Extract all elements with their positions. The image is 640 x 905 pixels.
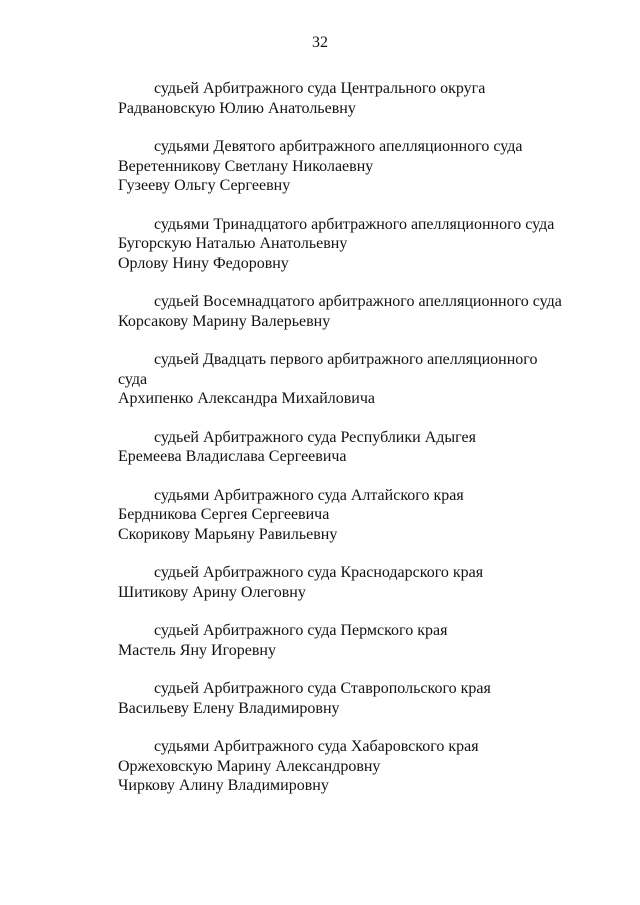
person-name: Веретенникову Светлану Николаевну xyxy=(118,157,374,175)
person-name: Радвановскую Юлию Анатольевну xyxy=(118,99,356,117)
person-name: Оржеховскую Марину Александровну xyxy=(118,757,381,775)
appointment-entry xyxy=(118,79,568,118)
appointment-entry xyxy=(118,737,568,796)
appointment-entry xyxy=(118,679,568,718)
person-name: Чиркову Алину Владимировну xyxy=(118,777,329,794)
court-line: судьями Девятого арбитражного апелляционного суда xyxy=(154,138,523,155)
appointment-entry xyxy=(118,292,568,331)
person-name: Скорикову Марьяну Равильевну xyxy=(118,525,338,543)
court-line: судьей Арбитражного суда Пермского края xyxy=(154,622,448,639)
person-name: Гузееву Ольгу Сергеевну xyxy=(118,177,291,194)
appointment-entry xyxy=(118,486,568,545)
appointment-entry xyxy=(118,137,568,196)
court-line: судьями Арбитражного суда Алтайского края xyxy=(154,486,464,504)
page-number: 32 xyxy=(312,34,328,51)
court-line: судьей Двадцать первого арбитражного апелляционного суда xyxy=(118,351,538,388)
court-line: судьей Арбитражного суда Республики Адыгея xyxy=(154,428,476,446)
person-name: Еремеева Владислава Сергеевича xyxy=(118,448,347,465)
appointments-list xyxy=(118,79,568,815)
person-name: Архипенко Александра Михайловича xyxy=(118,390,376,407)
person-name: Шитикову Арину Олеговну xyxy=(118,583,306,601)
person-name: Васильеву Елену Владимировну xyxy=(118,699,340,717)
appointment-entry xyxy=(118,428,568,467)
person-name: Корсакову Марину Валерьевну xyxy=(118,312,331,330)
person-name: Бердникова Сергея Сергеевича xyxy=(118,506,330,523)
appointment-entry xyxy=(118,563,568,602)
court-line: судьей Арбитражного суда Краснодарского края xyxy=(154,564,484,581)
appointment-entry xyxy=(118,350,568,409)
person-name: Бугорскую Наталью Анатольевну xyxy=(118,235,348,252)
court-line: судьями Тринадцатого арбитражного апелляционного суда xyxy=(154,215,555,233)
court-line: судьями Арбитражного суда Хабаровского края xyxy=(154,738,479,755)
person-name: Мастель Яну Игоревну xyxy=(118,641,276,659)
appointment-entry xyxy=(118,215,568,274)
court-line: судьей Арбитражного суда Центрального округа xyxy=(154,80,486,97)
appointment-entry xyxy=(118,621,568,660)
person-name: Орлову Нину Федоровну xyxy=(118,254,289,272)
court-line: судьей Восемнадцатого арбитражного апелляционного суда xyxy=(154,293,562,310)
court-line: судьей Арбитражного суда Ставропольского края xyxy=(154,680,491,697)
